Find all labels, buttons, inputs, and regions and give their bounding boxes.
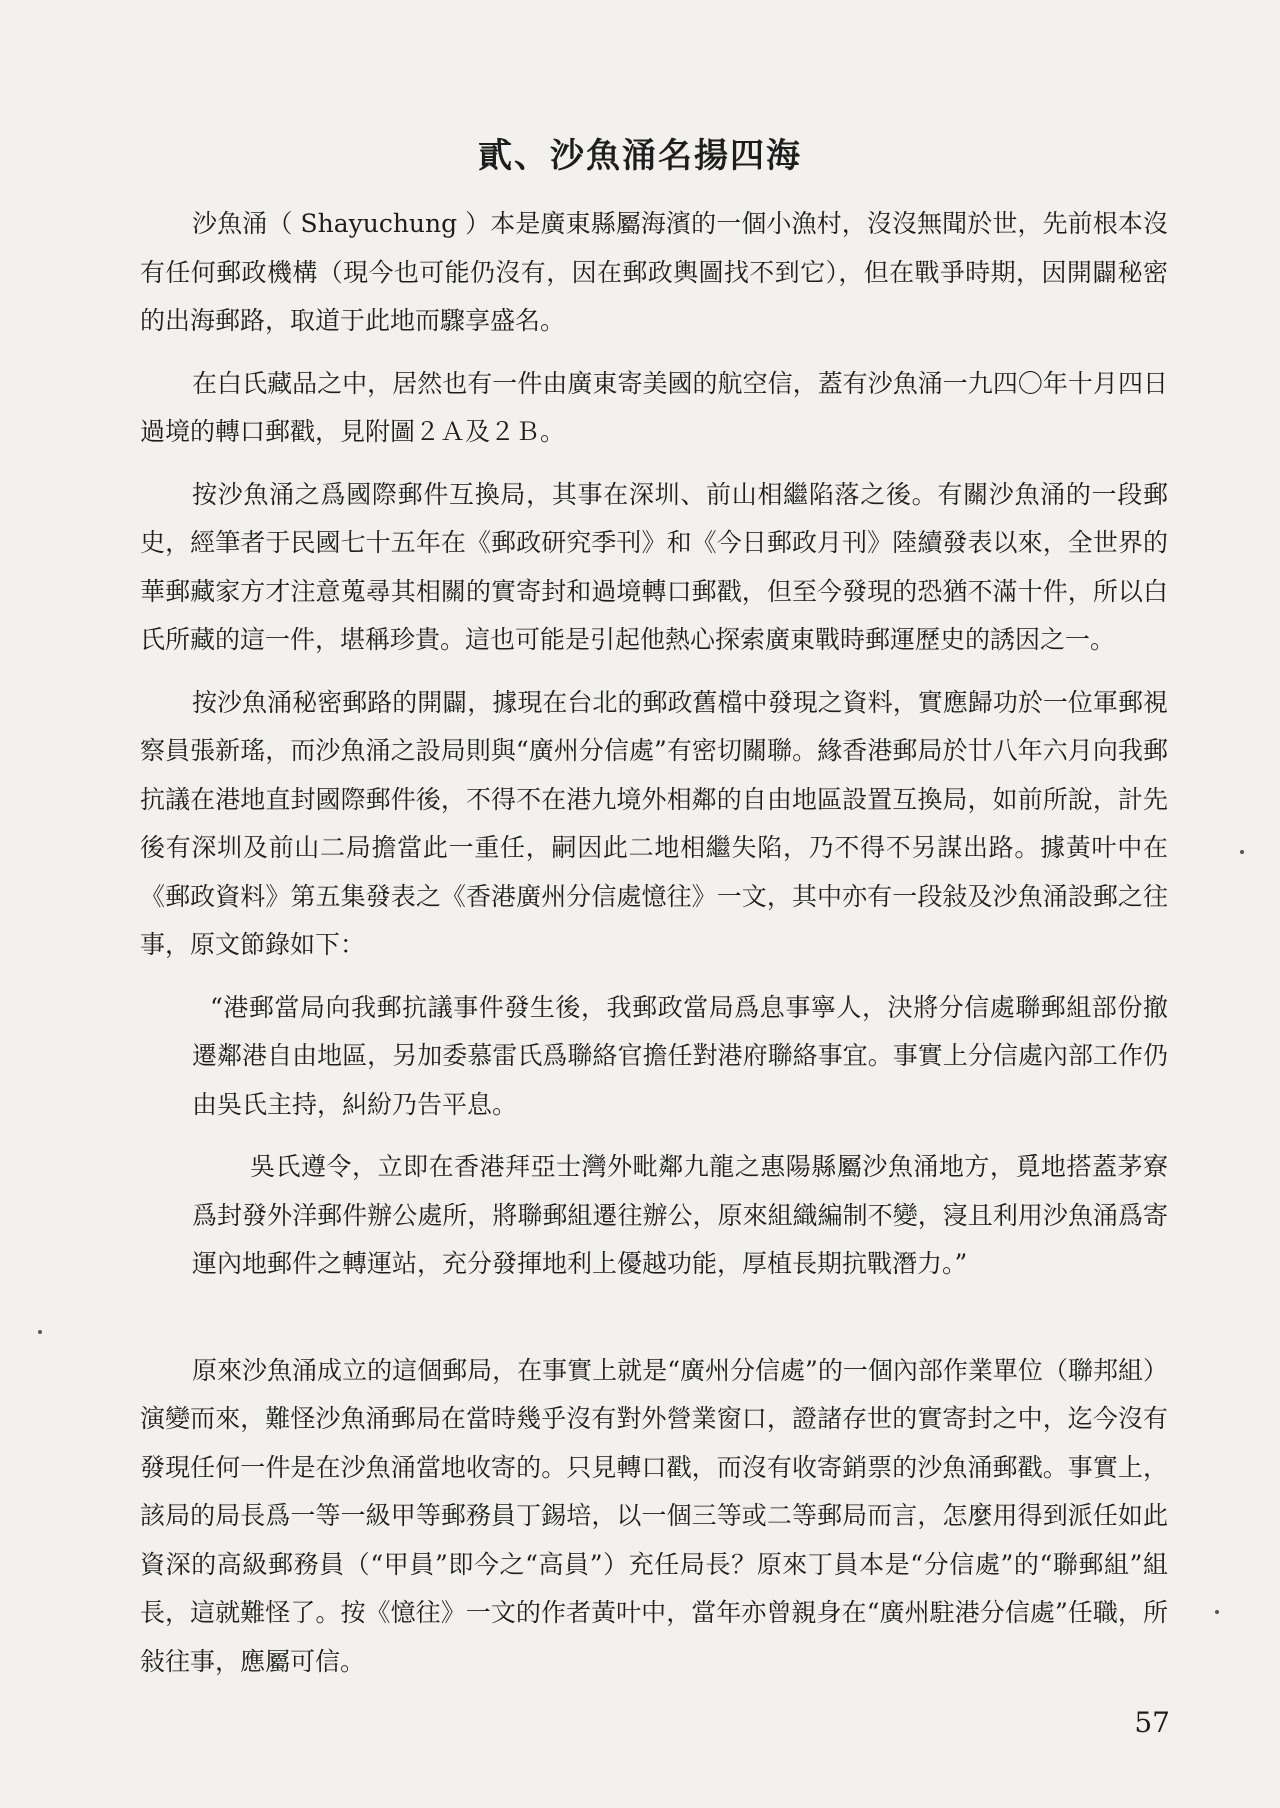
section-title: 貳、沙魚涌名揚四海 [478,136,802,176]
quote-paragraph-1: “港郵當局向我郵抗議事件發生後，我郵政當局爲息事寧人，決將分信處聯郵組部份撤遷鄰港自由地區，另加委慕雷氏爲聯絡官擔任對港府聯絡事宜。事實上分信處內部工作仍由吳氏主持，糾紛乃告平息。 [192,992,1168,1119]
paragraph-4: 按沙魚涌秘密郵路的開闢，據現在台北的郵政舊檔中發現之資料，實應歸功於一位軍郵視察員張新瑤，而沙魚涌之設局則與“廣州分信處”有密切關聯。緣香港郵局於廿八年六月向我郵抗議在港地直封國際郵件後，不得不在港九境外相鄰的自由地區設置互換局，如前所說，計先後有深圳及前山二局擔當此一重任，嗣因此二地相繼失陷，乃不得不另謀出路。據黃叶中在《郵政資料》第五集發表之《香港廣州分信處憶往》一文，其中亦有一段敍及沙魚涌設郵之往事，原文節錄如下： [140,687,1168,959]
scan-speck [1215,1610,1219,1614]
body-text [140,200,1168,1686]
paragraph-2: 在白氏藏品之中，居然也有一件由廣東寄美國的航空信，蓋有沙魚涌一九四〇年十月四日過境的轉口郵戳，見附圖２Ａ及２Ｂ。 [140,368,1168,446]
paragraph-3: 按沙魚涌之爲國際郵件互換局，其事在深圳、前山相繼陷落之後。有關沙魚涌的一段郵史，經筆者于民國七十五年在《郵政研究季刊》和《今日郵政月刊》陸續發表以來，全世界的華郵藏家方才注意蒐尋其相關的實寄封和過境轉口郵戳，但至今發現的恐猶不滿十件，所以白氏所藏的這一件，堪稱珍貴。這也可能是引起他熱心探索廣東戰時郵運歷史的誘因之一。 [140,479,1168,654]
paragraph-5: 原來沙魚涌成立的這個郵局，在事實上就是“廣州分信處”的一個內部作業單位（聯邦組）演變而來，難怪沙魚涌郵局在當時幾乎沒有對外營業窗口，證諸存世的實寄封之中，迄今沒有發現任何一件是在沙魚涌當地收寄的。只見轉口戳，而沒有收寄銷票的沙魚涌郵戳。事實上，該局的局長爲一等一級甲等郵務員丁錫培，以一個三等或二等郵局而言，怎麼用得到派任如此資深的高級郵務員（“甲員”即今之“高員”）充任局長？原來丁員本是“分信處”的“聯郵組”組長，這就難怪了。按《憶往》一文的作者黃叶中，當年亦曾親身在“廣州駐港分信處”任職，所敍往事，應屬可信。 [140,1355,1168,1676]
page-number: 57 [1134,1706,1170,1739]
quote-paragraph-2: 吳氏遵令，立即在香港拜亞士灣外毗鄰九龍之惠陽縣屬沙魚涌地方，覓地搭蓋茅寮爲封發外洋郵件辦公處所，將聯郵組遷往辦公，原來組織編制不變，寖且利用沙魚涌爲寄運內地郵件之轉運站，充分發揮地利上優越功能，厚植長期抗戰潛力。” [192,1152,1168,1278]
scan-speck [1240,850,1244,854]
paragraph-1: 沙魚涌（ Shayuchung ）本是廣東縣屬海濱的一個小漁村，沒沒無聞於世，先前根本沒有任何郵政機構（現今也可能仍沒有，因在郵政輿圖找不到它），但在戰爭時期，因開闢秘密的出海郵路，取道于此地而驟享盛名。 [140,209,1168,335]
scan-speck [38,1330,42,1334]
